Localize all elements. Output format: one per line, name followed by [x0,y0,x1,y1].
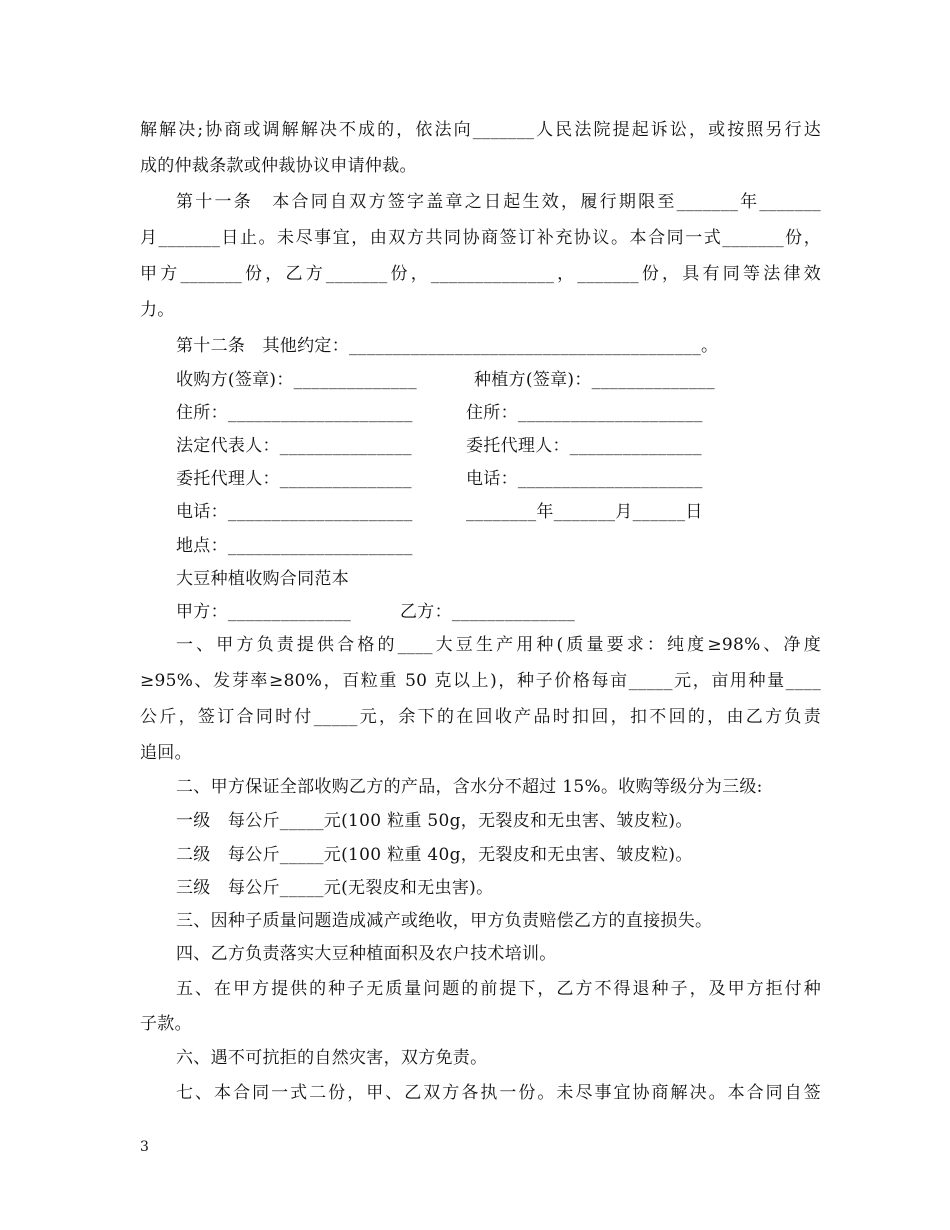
left-phone-field: 电话：_____________________ [176,502,413,522]
clause-4-line: 四、乙方负责落实大豆种植面积及农户技术培训。 [176,944,557,964]
left-agent-field: 委托代理人：_______________ [176,469,412,489]
contract-title: 大豆种植收购合同范本 [176,569,349,589]
paragraph-line: 甲方_______份，乙方_______份，______________，_______份，具有同等法律效 [140,264,821,284]
right-address-field: 住所：_____________________ [466,403,703,423]
place-field: 地点：_____________________ [176,536,413,556]
clause-3-line: 三、因种子质量问题造成减产或绝收，甲方负责赔偿乙方的直接损失。 [176,911,713,931]
grade-3-line: 三级 每公斤_____元(无裂皮和无虫害)。 [176,878,494,898]
paragraph-line: 力。 [140,300,175,320]
page-number: 3 [140,1139,149,1155]
clause-5-line: 子款。 [140,1014,192,1034]
clause-7-line: 七、本合同一式二份，甲、乙双方各执一份。未尽事宜协商解决。本合同自签 [176,1083,821,1103]
clause-1-line: 一、甲方负责提供合格的____大豆生产用种(质量要求：纯度≥98%、净度 [176,635,821,655]
clause-1-line: 公斤，签订合同时付_____元，余下的在回收产品时扣回，扣不回的，由乙方负责 [140,707,821,727]
article-12-line: 第十二条 其他约定：________________________________________。 [176,336,719,356]
article-11-line: 第十一条 本合同自双方签字盖章之日起生效，履行期限至_______年_______ [176,192,821,212]
right-phone-field: 电话：_____________________ [466,469,703,489]
paragraph-line: 月_______日止。未尽事宜，由双方共同协商签订补充协议。本合同一式_______份， [140,228,821,248]
grade-2-line: 二级 每公斤_____元(100 粒重 40g，无裂皮和无虫害、皱皮粒)。 [176,845,693,865]
paragraph-line: 解解决;协商或调解解决不成的，依法向_______人民法院提起诉讼，或按照另行达 [140,120,821,140]
clause-2-line: 二、甲方保证全部收购乙方的产品，含水分不超过 15%。收购等级分为三级: [176,777,763,797]
clause-1-line: ≥95%、发芽率≥80%，百粒重 50 克以上)，种子价格每亩_____元，亩用种量____ [140,671,821,691]
clause-5-line: 五、在甲方提供的种子无质量问题的前提下，乙方不得退种子，及甲方拒付种 [176,979,821,999]
clause-1-line: 追回。 [140,743,192,763]
grade-1-line: 一级 每公斤_____元(100 粒重 50g，无裂皮和无虫害、皱皮粒)。 [176,811,693,831]
party-b-field: 乙方：______________ [400,602,576,622]
left-address-field: 住所：_____________________ [176,403,413,423]
party-a-field: 甲方：______________ [176,602,352,622]
buyer-signature-field: 收购方(签章)：______________ [176,370,417,390]
legal-representative-field: 法定代表人：_______________ [176,436,412,456]
date-field: ________年_______月______日 [466,502,703,522]
clause-6-line: 六、遇不可抗拒的自然灾害，双方免责。 [176,1048,488,1068]
paragraph-line: 成的仲裁条款或仲裁协议申请仲裁。 [140,156,417,176]
grower-signature-field: 种植方(签章)：______________ [474,370,715,390]
right-agent-field: 委托代理人：_______________ [466,436,702,456]
